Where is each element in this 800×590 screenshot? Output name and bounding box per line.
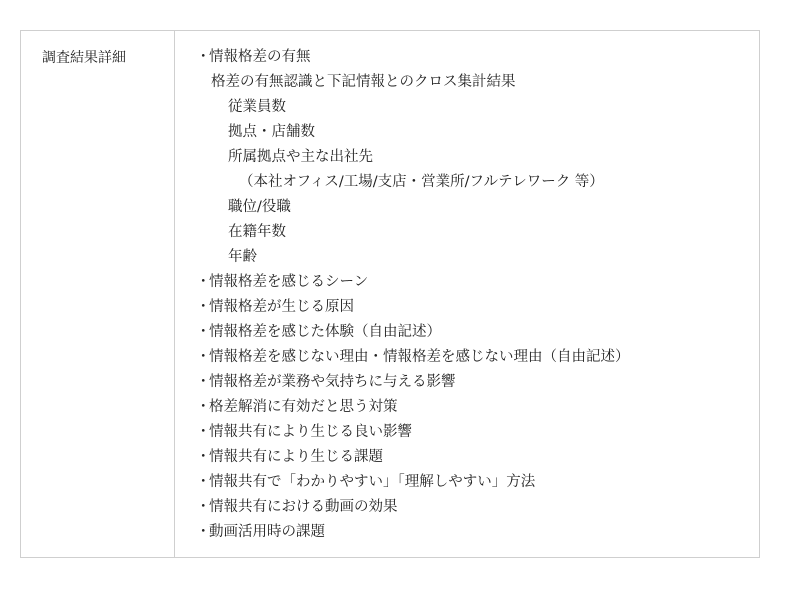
survey-detail-table	[20, 30, 760, 558]
section-label: 調査結果詳細	[42, 50, 126, 66]
sub-sub-list-item: 職位/役職	[228, 199, 291, 215]
list-item: ・ 情報格差を感じない理由・情報格差を感じない理由（自由記述）	[199, 347, 759, 372]
sub-list-item: 格差の有無認識と下記情報とのクロス集計結果	[211, 74, 516, 90]
section-label-cell	[21, 31, 175, 557]
list-item: ・ 情報格差が生じる原因	[199, 297, 759, 322]
sub-sub-list-item: 年齢	[228, 249, 257, 265]
list-item: ・ 情報共有により生じる良い影響	[199, 422, 759, 447]
list-item: ・ 情報共有で「わかりやすい」「理解しやすい」方法	[199, 472, 759, 497]
list-item: ・ 情報共有における動画の効果	[199, 497, 759, 522]
list-item: ・ 動画活用時の課題	[199, 522, 759, 547]
sub-sub-list-item: 従業員数	[228, 99, 286, 115]
list-item: ・ 情報格差を感じた体験（自由記述）	[199, 322, 759, 347]
list-item: ・ 情報格差が業務や気持ちに与える影響	[199, 372, 759, 397]
list-item: ・ 情報共有により生じる課題	[199, 447, 759, 472]
sub-sub-list-item: 在籍年数	[228, 224, 286, 240]
survey-items-list	[175, 31, 759, 557]
list-item: ・ 格差解消に有効だと思う対策	[199, 397, 759, 422]
list-item: ・ 情報格差を感じるシーン	[199, 272, 759, 297]
sub-sub-list-item: 拠点・店舗数	[228, 124, 315, 140]
list-item: ・ 情報格差の有無	[199, 47, 759, 72]
sub-sub-list-note: （本社オフィス/工場/支店・営業所/フルテレワーク 等）	[239, 174, 604, 190]
sub-sub-list-item: 所属拠点や主な出社先	[228, 149, 373, 165]
